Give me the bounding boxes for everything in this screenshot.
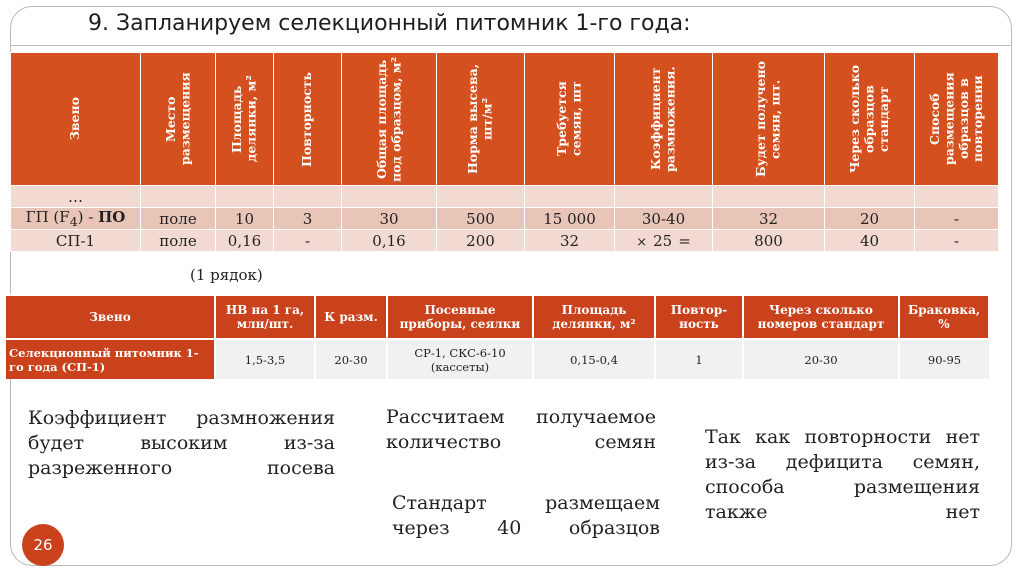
header-ploshchad: Площадь делянки, м² <box>533 295 655 339</box>
cell-brakovka: 90-95 <box>899 339 989 379</box>
cell-cherez: 20 <box>825 208 915 230</box>
text-povtornost: Так как повторности нет из-за дефицита семян, способа размещения также нет <box>705 426 980 523</box>
header-cherez-skolko: Через сколько номеров стандарт <box>743 295 899 339</box>
cell-cherez: 40 <box>825 230 915 252</box>
cell-trebuetsya: 15 000 <box>525 208 615 230</box>
header-mesto: Место размещения <box>141 53 216 186</box>
cell-obshchaya: 0,16 <box>342 230 437 252</box>
header-brakovka: Браковка, % <box>899 295 989 339</box>
header-norma-vyseva: Норма высева, шт/м² <box>437 53 525 186</box>
table-row <box>5 339 989 379</box>
header-seyalki: Посевные приборы, сеялки <box>387 295 533 339</box>
multiply-sign: × <box>636 234 648 250</box>
cell-seyalki: СР-1, СКС-6-10 (кассеты) <box>387 339 533 379</box>
header-koefficient: Коэффициент размножения. <box>615 53 713 186</box>
cell-povtornost: 3 <box>274 208 342 230</box>
cell-ploshchad: 10 <box>216 208 274 230</box>
cell-koef: × 25 = <box>615 230 713 252</box>
text-standard: Стандарт размещаем через 40 образцов <box>392 492 660 539</box>
cell-nv: 1,5-3,5 <box>215 339 315 379</box>
cell-k-razm: 20-30 <box>315 339 387 379</box>
table-row <box>11 208 999 230</box>
cell-zveno-gp: ГП $(F_4)$ - ПО <box>11 208 141 230</box>
table2-header-row <box>5 295 989 339</box>
header-nv: НВ на 1 га, млн/шт. <box>215 295 315 339</box>
row-note: (1 рядок) <box>190 266 263 284</box>
header-budet-polucheno: Будет получено семян, шт. <box>713 53 825 186</box>
header-povtornost: Повтор-ность <box>655 295 743 339</box>
header-ploshchad: Площадь делянки, м² <box>216 53 274 186</box>
cell-norma: 500 <box>437 208 525 230</box>
cell-mesto: поле <box>141 230 216 252</box>
header-sposob: Способ размещения образцов в повторении <box>915 53 999 186</box>
cell-zveno: Селекционный питомник 1-го года (СП-1) <box>5 339 215 379</box>
cell-obshchaya: 30 <box>342 208 437 230</box>
header-k-razm: К разм. <box>315 295 387 339</box>
cell-zveno-sp: СП-1 <box>11 230 141 252</box>
header-trebuetsya-semyan: Требуется семян, шт <box>525 53 615 186</box>
slide-title: 9. Запланируем селекционный питомник 1-го года: <box>88 11 691 36</box>
header-obshchaya-ploshchad: Общая площадь под образцом, м² <box>342 53 437 186</box>
header-zveno: Звено <box>5 295 215 339</box>
cell-mesto: поле <box>141 208 216 230</box>
cell-povtornost: - <box>274 230 342 252</box>
header-povtornost: Повторность <box>274 53 342 186</box>
table-row <box>11 230 999 252</box>
cell-sposob: - <box>915 230 999 252</box>
cell-dots: … <box>11 186 141 208</box>
table1-header-row <box>11 53 999 186</box>
cell-budet: 800 <box>713 230 825 252</box>
cell-budet: 32 <box>713 208 825 230</box>
page-number-badge: 26 <box>22 524 64 566</box>
cell-ploshchad: 0,15-0,4 <box>533 339 655 379</box>
table-row <box>11 186 999 208</box>
reference-table <box>4 294 990 379</box>
equals-sign: = <box>678 231 691 250</box>
cell-koef: 30-40 <box>615 208 713 230</box>
cell-trebuetsya: 32 <box>525 230 615 252</box>
title-divider <box>10 45 1012 46</box>
cell-povtornost: 1 <box>655 339 743 379</box>
nursery-plan-table <box>10 52 999 252</box>
text-raschet: Рассчитаем получаемое количество семян <box>386 406 656 453</box>
cell-cherez-skolko: 20-30 <box>743 339 899 379</box>
header-zveno: Звено <box>11 53 141 186</box>
cell-ploshchad: 0,16 <box>216 230 274 252</box>
cell-norma: 200 <box>437 230 525 252</box>
text-koefficient: Коэффициент размножения будет высоким из-за разреженного посева <box>28 407 335 479</box>
cell-sposob: - <box>915 208 999 230</box>
header-cherez-skolko: Через сколько образцов стандарт <box>825 53 915 186</box>
